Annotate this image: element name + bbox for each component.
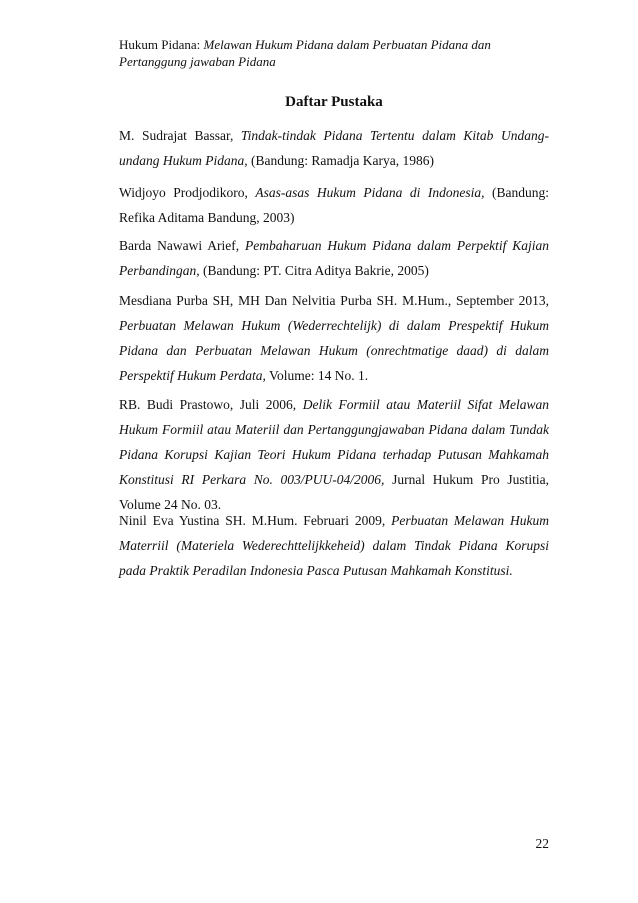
entry-author: Widjoyo Prodjodikoro, xyxy=(119,185,256,200)
entry-title: Pembaharuan Hukum Pidana dalam Perpektif Kajian Perbandingan, xyxy=(119,238,549,278)
entry-author: RB. Budi Prastowo, Juli 2006, xyxy=(119,397,303,412)
bibliography-entry xyxy=(119,392,549,517)
bibliography-entry xyxy=(119,123,549,173)
entry-publication: Jurnal Hukum Pro Justitia, Volume 24 No. 03. xyxy=(119,472,549,512)
bibliography-entry xyxy=(119,233,549,283)
running-header-title: Melawan Hukum Pidana dalam Perbuatan Pidana dan Pertanggung jawaban Pidana xyxy=(119,37,491,69)
entry-title: Perbuatan Melawan Hukum (Wederrechtelijk) di dalam Prespektif Hukum Pidana dan Perbuatan Melawan Hukum (onrechtmatige daad) di dalam Perspektif Hukum Perdata, xyxy=(119,318,549,383)
bibliography-entry xyxy=(119,180,549,230)
entry-title: Delik Formiil atau Materiil Sifat Melawan Hukum Formiil atau Materiil dan Pertanggungjawaban Pidana dalam Tundak Pidana Korupsi Kajian Teori Hukum Pidana terhadap Putusan Mahkamah Konstitusi RI Perkara No. 003/PUU-04/2006, xyxy=(119,397,549,487)
page-number: 22 xyxy=(535,836,549,851)
running-header xyxy=(119,36,549,70)
bibliography-entry xyxy=(119,508,549,583)
entry-publication: (Bandung: Refika Aditama Bandung, 2003) xyxy=(119,185,549,225)
entry-title: Perbuatan Melawan Hukum Materriil (Materiela Wederechttelijkkeheid) dalam Tindak Pidana Korupsi pada Praktik Peradilan Indonesia Pasca Putusan Mahkamah Konstitusi. xyxy=(119,513,549,578)
running-header-prefix: Hukum Pidana: xyxy=(119,37,204,52)
entry-author: Barda Nawawi Arief, xyxy=(119,238,246,253)
entry-title: Tindak-tindak Pidana Tertentu dalam Kitab Undang-undang Hukum Pidana, xyxy=(119,128,549,168)
entry-publication: (Bandung: Ramadja Karya, 1986) xyxy=(247,153,434,168)
entry-author: Mesdiana Purba SH, MH Dan Nelvitia Purba SH. M.Hum., September 2013, xyxy=(119,293,549,308)
entry-publication: Volume: 14 No. 1. xyxy=(265,368,369,383)
bibliography-entry xyxy=(119,288,549,388)
entry-author: M. Sudrajat Bassar, xyxy=(119,128,241,143)
entry-title: Asas-asas Hukum Pidana di Indonesia, xyxy=(255,185,485,200)
entry-author: Ninil Eva Yustina SH. M.Hum. Februari 2009, xyxy=(119,513,392,528)
entry-publication: (Bandung: PT. Citra Aditya Bakrie, 2005) xyxy=(199,263,429,278)
page-title: Daftar Pustaka xyxy=(285,94,383,110)
